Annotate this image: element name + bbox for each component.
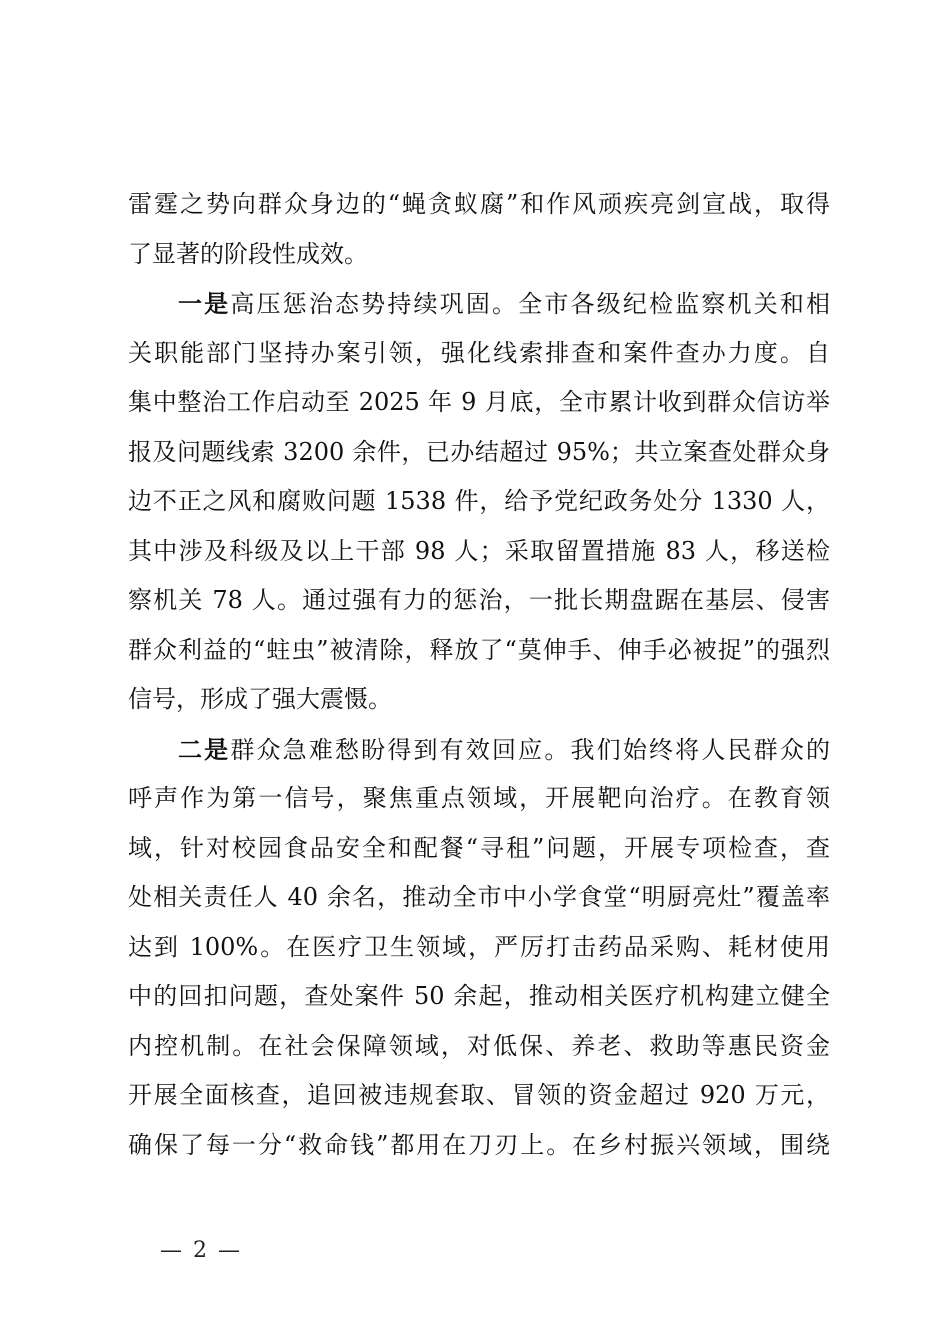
para1-line-3: 集中整治工作启动至 2025 年 9 月底，全市累计收到群众信访举 (128, 388, 830, 416)
para2-first-line (128, 725, 830, 775)
para2-line-8: 开展全面核查，追回被违规套取、冒领的资金超过 920 万元， (128, 1081, 830, 1109)
para1-first-line-text: 高压惩治态势持续巩固。全市各级纪检监察机关和相 (230, 290, 831, 318)
para1-line-5: 边不正之风和腐败问题 1538 件，给予党纪政务处分 1330 人， (128, 487, 830, 515)
body-text (128, 180, 830, 1170)
para2-line-7: 内控机制。在社会保障领域，对低保、养老、救助等惠民资金 (128, 1031, 830, 1060)
para1-first-line (128, 279, 830, 329)
intro-line-1: 雷霆之势向群众身边的“蝇贪蚁腐”和作风顽疾亮剑宣战，取得 (128, 190, 830, 218)
para1-line-7: 察机关 78 人。通过强有力的惩治，一批长期盘踞在基层、侵害 (128, 586, 830, 614)
intro-line-2: 了显著的阶段性成效。 (128, 239, 368, 268)
para2-first-line-text: 群众急难愁盼得到有效回应。我们始终将人民群众的 (230, 735, 831, 764)
para2-line-9: 确保了每一分“救命钱”都用在刀刃上。在乡村振兴领域，围绕 (128, 1130, 830, 1159)
para1-line-8: 群众利益的“蛀虫”被清除，释放了“莫伸手、伸手必被捉”的强烈 (128, 635, 830, 664)
para2-lead: 二是 (178, 734, 231, 764)
para1-lead: 一是 (178, 289, 231, 318)
para2-line-6: 中的回扣问题，查处案件 50 余起，推动相关医疗机构建立健全 (128, 982, 830, 1010)
para1-line-9: 信号，形成了强大震慑。 (128, 685, 392, 713)
page-number: — 2 — (160, 1238, 242, 1263)
para1-line-4: 报及问题线索 3200 余件，已办结超过 95%；共立案查处群众身 (128, 437, 830, 466)
para1-line-2: 关职能部门坚持办案引领，强化线索排查和案件查办力度。自 (128, 338, 830, 367)
para2-line-5: 达到 100%。在医疗卫生领域，严厉打击药品采购、耗材使用 (128, 932, 830, 961)
para1-line-6: 其中涉及科级及以上干部 98 人；采取留置措施 83 人，移送检 (128, 536, 830, 565)
para2-line-4: 处相关责任人 40 余名，推动全市中小学食堂“明厨亮灶”覆盖率 (128, 883, 830, 911)
para2-line-3: 域，针对校园食品安全和配餐“寻租”问题，开展专项检查，查 (128, 833, 830, 862)
para2-line-2: 呼声作为第一信号，聚焦重点领域，开展靶向治疗。在教育领 (128, 784, 830, 812)
